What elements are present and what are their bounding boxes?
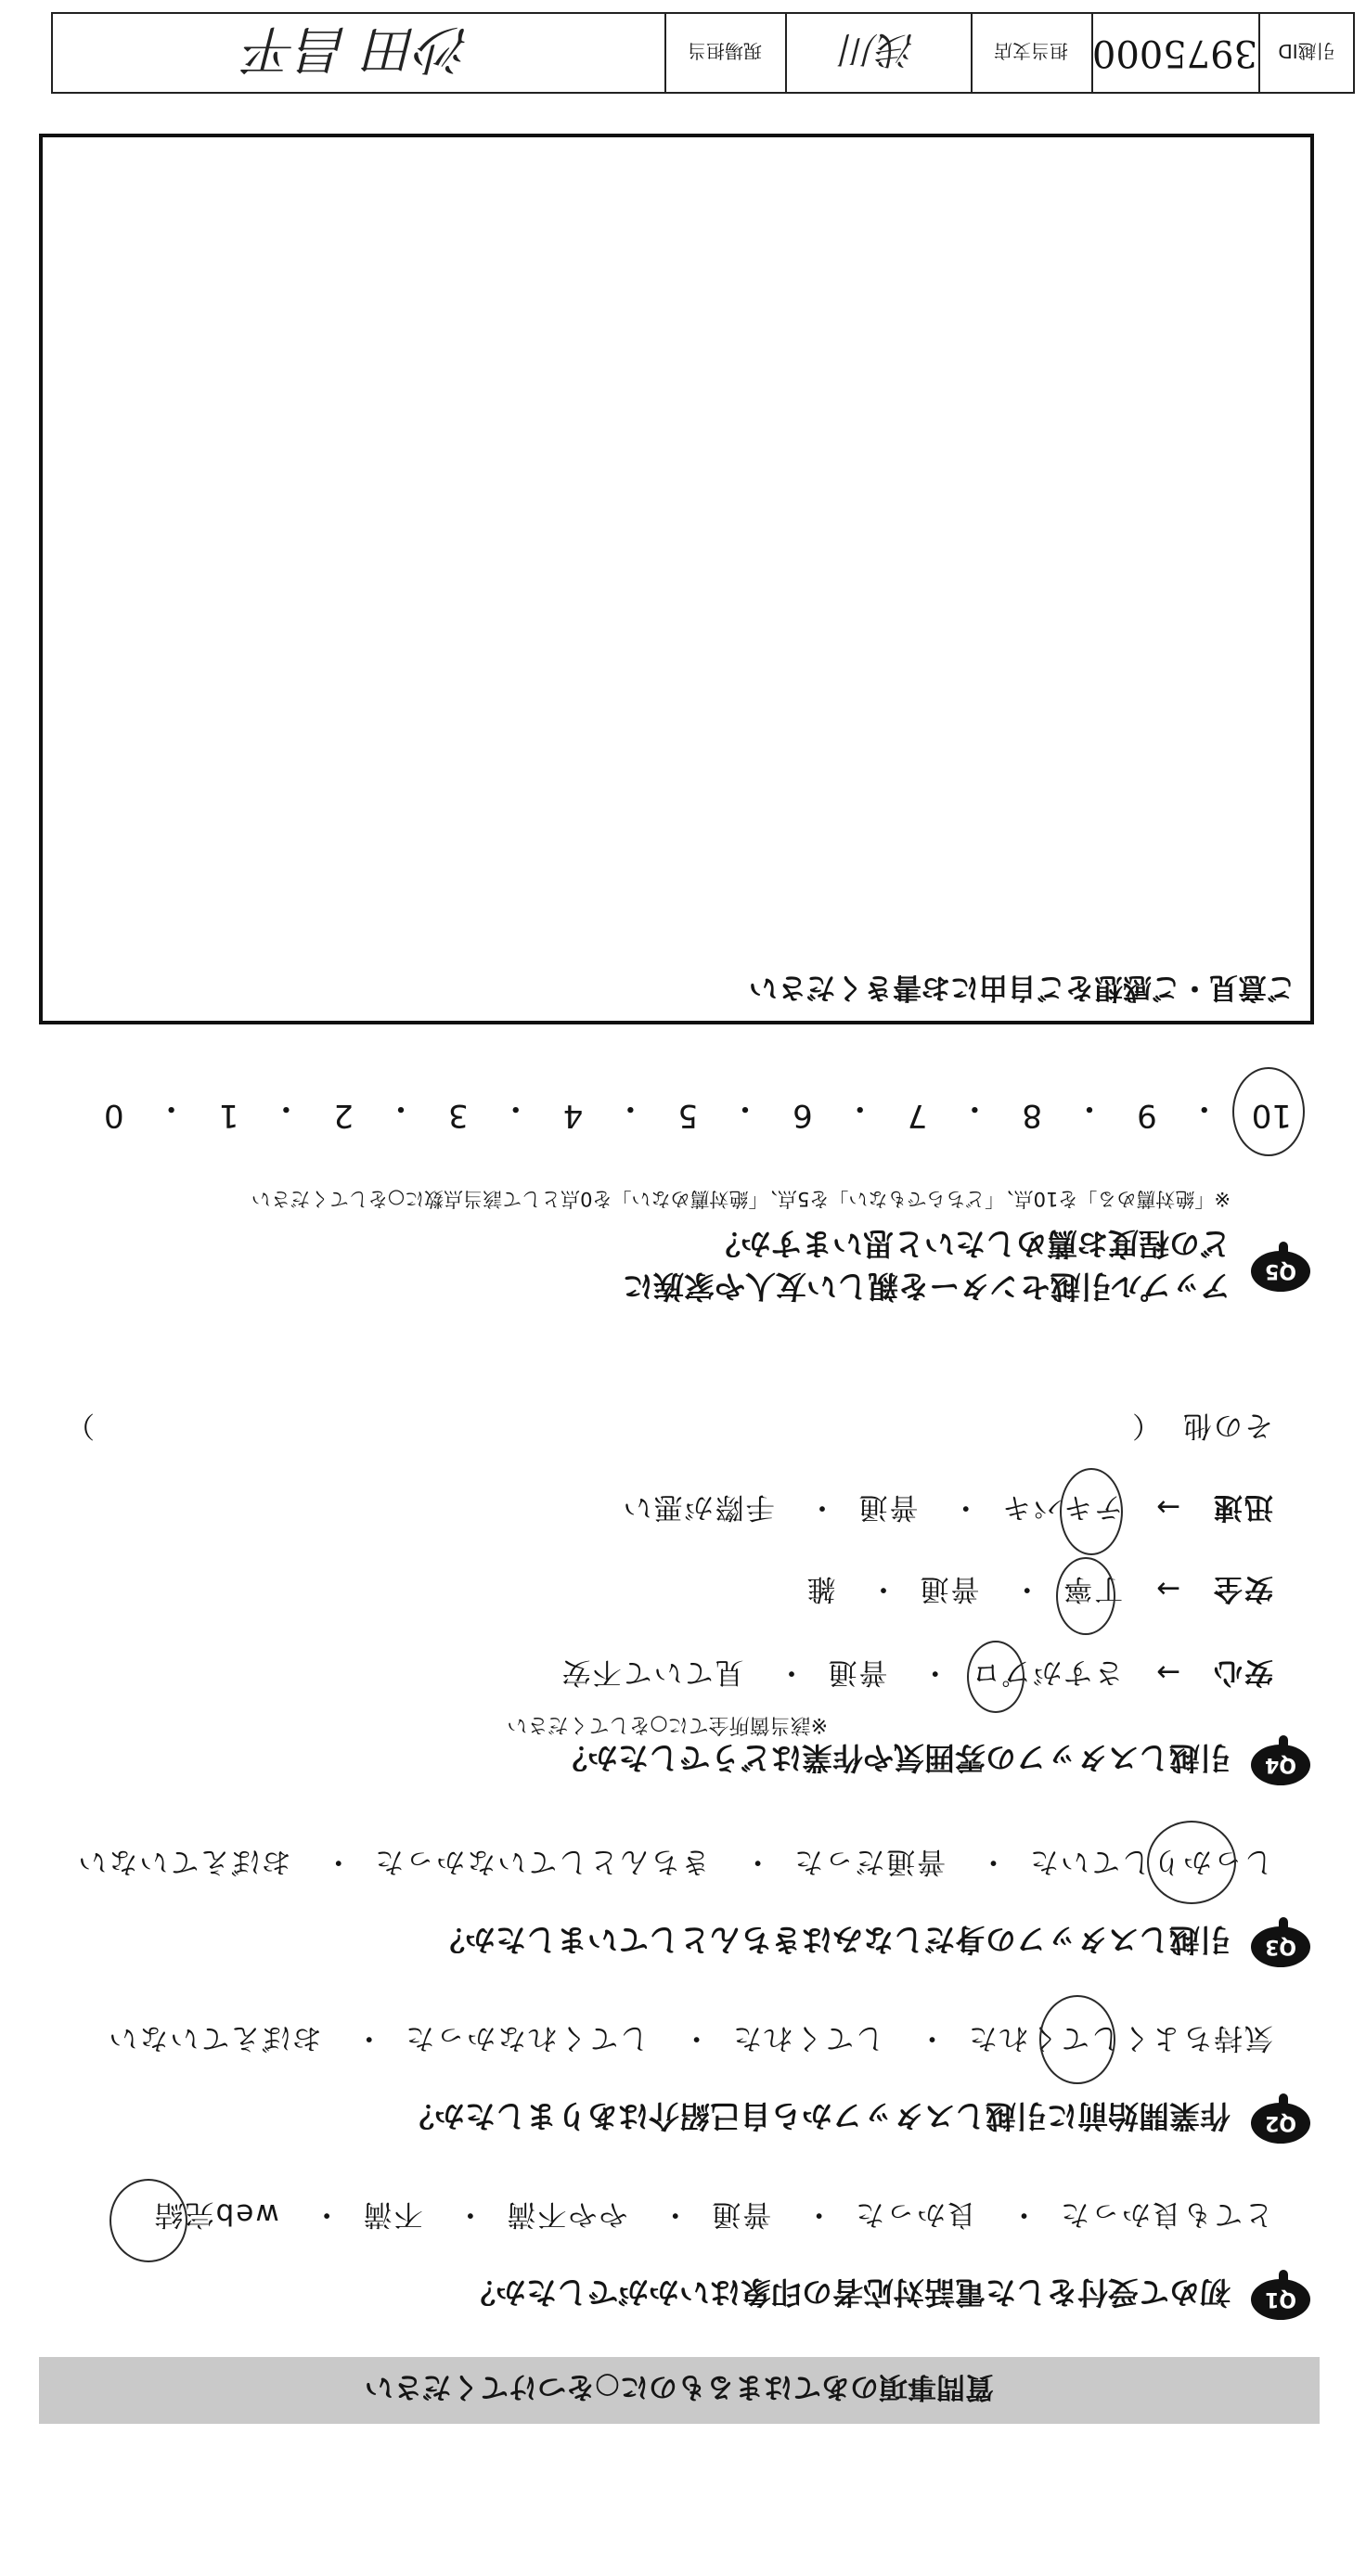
q4-option[interactable]: 雑 <box>805 1572 836 1605</box>
q2-option[interactable]: してくれた <box>731 2021 885 2054</box>
q4-option-selected[interactable]: 丁寧 <box>1062 1572 1124 1605</box>
q3-option[interactable]: きちんとしていなかった <box>373 1845 711 1878</box>
branch-value: 浅川 <box>785 14 973 92</box>
comment-text[interactable] <box>58 152 1295 965</box>
id-value: 3975000 <box>1091 14 1260 92</box>
q1-option[interactable]: 不満 <box>361 2197 423 2231</box>
q3-options: しっかりしていた・ 普通だった・ きちんとしていなかった・ おぼえていない <box>76 1844 1273 1886</box>
header-table <box>51 12 1355 94</box>
q2-option[interactable]: してくれなかった <box>404 2021 650 2054</box>
score-1[interactable]: 1 <box>218 1097 239 1134</box>
q4-other-label: その他 <box>1181 1409 1273 1442</box>
q4-note: ※該当箇所全てに○をしてください <box>507 1713 828 1736</box>
q3-badge: Q3 <box>1251 1926 1310 1967</box>
leader-value: 沙田 昌平 <box>51 14 666 92</box>
q4-other-close: ） <box>64 1409 95 1442</box>
q2-question: 作業開始前に引越しスタッフから自己紹介はありましたか？ <box>404 2098 1231 2134</box>
q2-option-selected[interactable]: 気持ちよくしてくれた <box>967 2021 1273 2054</box>
q5-scale: 10 ・ 9 ・ 8 ・ 7 ・ 6 ・ 5 ・ 4 ・ 3 ・ 2 ・ 1 ・ 0 <box>104 1089 1292 1134</box>
q4-option[interactable]: 普通 <box>826 1655 888 1689</box>
q4-row-anshin: 安心 → さすがプロ・ 普通・ 見ていて不安 <box>561 1655 1273 1696</box>
q4-anzen-circle <box>1056 1557 1115 1635</box>
score-7[interactable]: 7 <box>907 1097 928 1134</box>
arrow-icon: → <box>1154 1655 1181 1689</box>
q4-row-anzen: 安全 → 丁寧・ 普通・ 雑 <box>805 1571 1273 1613</box>
branch-label: 担当支店 <box>971 14 1093 92</box>
id-label: 引越ID <box>1278 40 1335 63</box>
q1-options: とても良かった・ 良かった・ 普通・ やや不満・ 不満・ web完結 <box>153 2196 1273 2238</box>
q2-selection-circle <box>1039 1995 1115 2084</box>
arrow-icon: → <box>1154 1490 1181 1524</box>
instruction-bar: 質問事項のあてはまるものに○をつけてください <box>39 2357 1320 2424</box>
q5-note: ※「絶対薦める」を10点、「どちらでもない」を5点、「絶対薦めない」を0点として該当点数に○をしてください <box>251 1188 1231 1210</box>
q5-question-line1: アップル引越センターを親しい友人や家族に <box>622 1269 1231 1305</box>
q4-jinsoku-circle <box>1060 1468 1123 1555</box>
q1-option[interactable]: 普通 <box>710 2197 772 2231</box>
score-4[interactable]: 4 <box>562 1097 584 1134</box>
q4-option[interactable]: 普通 <box>918 1572 980 1605</box>
q1-selection-circle <box>110 2179 187 2262</box>
q1-option[interactable]: やや不満 <box>505 2197 628 2231</box>
score-10[interactable]: 10 <box>1251 1097 1292 1134</box>
q4-row-label: 安全 <box>1212 1572 1273 1605</box>
q4-row-label: 安心 <box>1212 1655 1273 1689</box>
q4-row-jinsoku: 迅速 → テキパキ・ 普通・ 手際が悪い <box>622 1489 1273 1531</box>
q2-badge: Q2 <box>1251 2103 1310 2144</box>
q4-row-label: 迅速 <box>1212 1490 1273 1524</box>
comment-heading: ご意見・ご感想をご自由にお書きください <box>749 971 1295 1004</box>
score-8[interactable]: 8 <box>1022 1097 1043 1134</box>
score-0[interactable]: 0 <box>104 1097 124 1134</box>
q1-question: 初めて受付をした電話対応者の印象はいかがでしたか？ <box>465 2274 1231 2311</box>
q5-selection-circle <box>1232 1067 1305 1156</box>
q1-option[interactable]: 良かった <box>854 2197 977 2231</box>
q4-option[interactable]: 手際が悪い <box>621 1490 775 1524</box>
q4-option-selected[interactable]: さすがプロ <box>970 1655 1124 1689</box>
q4-option-selected[interactable]: テキパキ <box>1000 1490 1124 1524</box>
q4-option[interactable]: 普通 <box>857 1490 919 1524</box>
score-6[interactable]: 6 <box>793 1097 813 1134</box>
q4-badge: Q4 <box>1251 1745 1310 1785</box>
q5-badge: Q5 <box>1251 1251 1310 1292</box>
score-2[interactable]: 2 <box>333 1097 354 1134</box>
q4-other-open: （ <box>1130 1409 1162 1442</box>
score-3[interactable]: 3 <box>448 1097 469 1134</box>
q4-question: 引越しスタッフの雰囲気や作業はどうでしたか？ <box>557 1740 1231 1776</box>
q3-question: 引越しスタッフの身だしなみはきちんとしていましたか？ <box>434 1922 1231 1958</box>
comment-box[interactable] <box>39 134 1314 1024</box>
q4-option[interactable]: 見ていて不安 <box>560 1655 744 1689</box>
q3-selection-circle <box>1147 1821 1236 1904</box>
q2-options: 気持ちよくしてくれた・ してくれた・ してくれなかった・ おぼえていない <box>107 2020 1273 2062</box>
arrow-icon: → <box>1154 1572 1181 1605</box>
q3-option[interactable]: 普通だった <box>793 1845 947 1878</box>
q5-question-line2: どの程度お薦めしたいと思いますか？ <box>710 1226 1231 1262</box>
q4-anshin-circle <box>967 1641 1024 1713</box>
q3-option-selected[interactable]: しっかりしていた <box>1028 1845 1273 1878</box>
leader-label: 現場担当 <box>664 14 787 92</box>
score-5[interactable]: 5 <box>677 1097 699 1134</box>
q1-option[interactable]: とても良かった <box>1059 2197 1273 2231</box>
q3-option[interactable]: おぼえていない <box>76 1845 291 1878</box>
q1-option-selected[interactable]: web完結 <box>152 2197 279 2231</box>
q1-badge: Q1 <box>1251 2279 1310 2320</box>
q2-option[interactable]: おぼえていない <box>107 2021 322 2054</box>
q4-other <box>1130 1408 1273 1449</box>
score-9[interactable]: 9 <box>1137 1097 1157 1134</box>
